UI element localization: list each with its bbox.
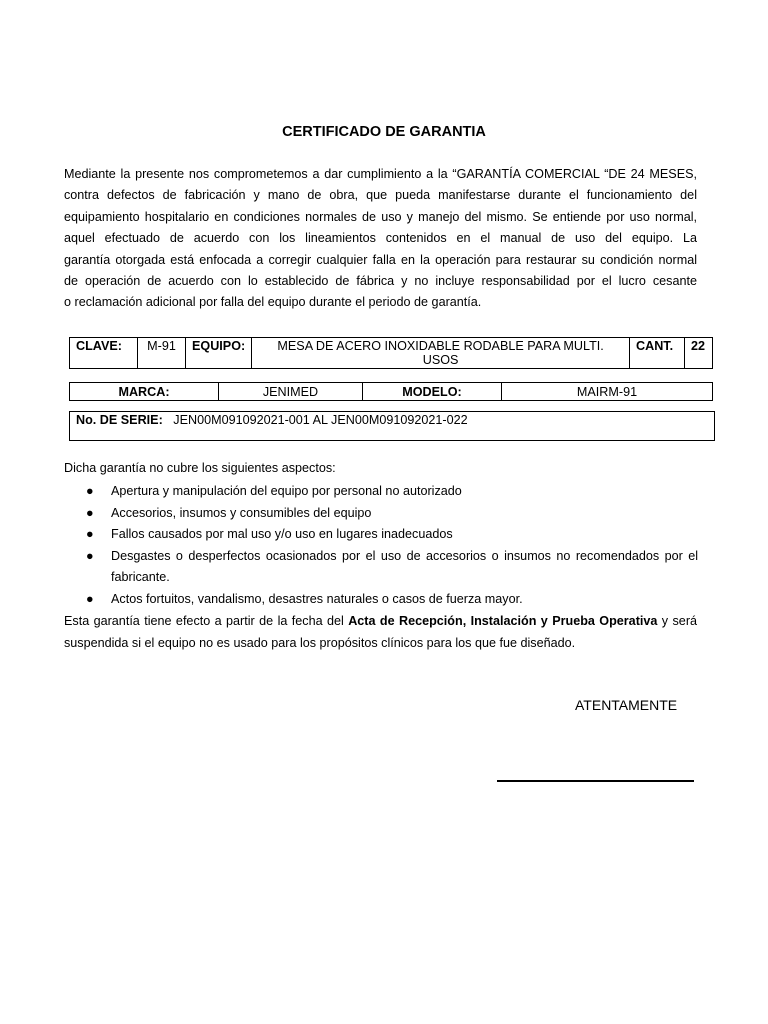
paragraph-line: garantía otorgada está enfocada a corregir cualquier falla en la operación para restaurar su condición normal	[64, 252, 697, 267]
table-row	[70, 412, 715, 441]
serial-number-table	[69, 411, 715, 441]
effect-line	[64, 610, 697, 632]
list-item	[64, 503, 698, 525]
closing-text: ATENTAMENTE	[575, 697, 678, 713]
equipo-label: EQUIPO:	[186, 338, 252, 369]
clave-value: M-91	[138, 338, 186, 369]
effect-paragraph	[64, 610, 697, 654]
signature-line	[497, 780, 694, 782]
list-item	[64, 589, 698, 611]
exclusion-text: Apertura y manipulación del equipo por personal no autorizado	[111, 484, 462, 498]
list-item	[64, 524, 698, 546]
bullet-icon: ●	[86, 505, 94, 520]
exclusion-text: Accesorios, insumos y consumibles del equipo	[111, 505, 372, 520]
serial-cell	[70, 412, 715, 441]
brand-model-table	[69, 382, 713, 401]
paragraph-line: Mediante la presente nos comprometemos a dar cumplimiento a la “GARANTÍA COMERCIAL “DE 24 MESES,	[64, 167, 697, 181]
table-row	[70, 338, 713, 369]
cant-value: 22	[685, 338, 713, 369]
list-item	[64, 481, 698, 503]
effect-bold: Acta de Recepción, Instalación y Prueba Operativa	[348, 614, 658, 628]
clave-label: CLAVE:	[70, 338, 138, 369]
marca-value: JENIMED	[219, 383, 363, 401]
bullet-icon: ●	[86, 591, 94, 606]
exclusion-text: Actos fortuitos, vandalismo, desastres naturales o casos de fuerza mayor.	[111, 591, 523, 606]
paragraph-line: equipamiento hospitalario en condiciones normales de uso y manejo del mismo. Se entiende por uso normal,	[64, 209, 697, 224]
paragraph-line: contra defectos de fabricación y mano de obra, que pueda manifestarse durante el funcionamiento del	[64, 188, 697, 203]
bullet-icon: ●	[86, 548, 94, 563]
document-title: CERTIFICADO DE GARANTIA	[282, 124, 486, 140]
modelo-label: MODELO:	[363, 383, 502, 401]
commitment-paragraph	[64, 164, 697, 314]
paragraph-line: de operación de acuerdo con lo establecido de fábrica y no incluye responsabilidad por el lucro cesante	[64, 274, 697, 289]
exclusions-intro: Dicha garantía no cubre los siguientes aspectos:	[64, 461, 336, 475]
effect-post: y será	[657, 614, 698, 628]
exclusions-list	[64, 481, 698, 611]
effect-line: suspendida si el equipo no es usado para los propósitos clínicos para los que fue diseñado.	[64, 636, 576, 650]
effect-pre: Esta garantía tiene efecto a partir de la fecha del	[64, 614, 349, 628]
serie-label: No. DE SERIE:	[76, 413, 163, 427]
paragraph-line: aquel efectuado de acuerdo con los lineamientos contenidos en el manual de uso del equipo. La	[64, 231, 697, 246]
list-item	[64, 546, 698, 589]
modelo-value: MAIRM-91	[502, 383, 713, 401]
serie-value: JEN00M091092021-001 AL JEN00M091092021-022	[173, 413, 468, 427]
exclusion-text: Desgastes o desperfectos ocasionados por el uso de accesorios o insumos no recomendados por el fabricante.	[111, 548, 698, 585]
cant-label: CANT.	[630, 338, 685, 369]
equipo-value: MESA DE ACERO INOXIDABLE RODABLE PARA MULTI. USOS	[252, 338, 630, 369]
bullet-icon: ●	[86, 527, 94, 542]
bullet-icon: ●	[86, 484, 94, 498]
paragraph-line: o reclamación adicional por falla del equipo durante el periodo de garantía.	[64, 295, 482, 310]
equipment-table	[69, 337, 713, 369]
table-row	[70, 383, 713, 401]
exclusion-text: Fallos causados por mal uso y/o uso en lugares inadecuados	[111, 527, 453, 542]
marca-label: MARCA:	[70, 383, 219, 401]
